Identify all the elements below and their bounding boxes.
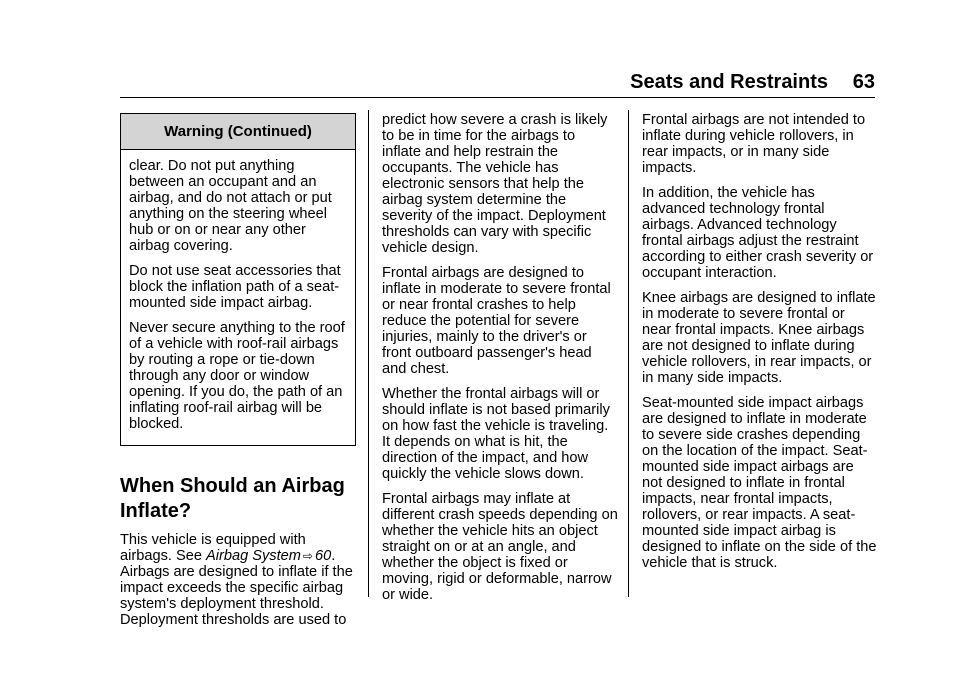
header-rule bbox=[120, 97, 875, 98]
body-paragraph: Frontal airbags are designed to inflate in moderate to severe frontal or near frontal crashes to help reduce the potential for severe injuries, mainly to the driver's or front outboard passenger's head and chest. bbox=[382, 265, 611, 377]
column-divider bbox=[628, 110, 629, 597]
airbag-system-link[interactable]: Airbag System bbox=[206, 548, 301, 564]
intro-paragraph bbox=[120, 532, 356, 628]
section-heading: When Should an Airbag Inflate? bbox=[120, 475, 345, 522]
reference-page-number[interactable]: 60 bbox=[314, 548, 332, 564]
section-header-title: Seats and Restraints bbox=[630, 71, 828, 93]
body-paragraph: predict how severe a crash is likely to be in time for the airbags to inflate and help restrain the occupants. The vehicle has electronic sensors that help the airbag system determine the severity of the impact. Deployment thresholds can vary with specific vehicle design. bbox=[382, 112, 608, 256]
page-reference-icon: ⇨ bbox=[302, 549, 313, 563]
warning-paragraph: Never secure anything to the roof of a vehicle with roof-rail airbags by routing a rope or tie-down through any door or window opening. If you do, the path of an inflating roof-rail airbag will be blocked. bbox=[129, 320, 345, 432]
intro-text-continued: . Airbags are designed to inflate if the impact exceeds the specific airbag system's deployment threshold. Deployment thresholds are used to bbox=[120, 548, 353, 628]
column-divider bbox=[368, 110, 369, 597]
body-paragraph: In addition, the vehicle has advanced technology frontal airbags. Advanced technology frontal airbags adjust the restraint according to either crash severity or occupant interaction. bbox=[642, 185, 874, 281]
body-paragraph: Frontal airbags are not intended to inflate during vehicle rollovers, in rear impacts, or in many side impacts. bbox=[642, 112, 866, 176]
page-number: 63 bbox=[852, 71, 875, 93]
warning-paragraph: clear. Do not put anything between an occupant and an airbag, and do not attach or put anything on the steering wheel hub or on or near any other airbag covering. bbox=[129, 158, 332, 254]
column-3 bbox=[642, 112, 878, 580]
warning-box bbox=[120, 113, 356, 446]
warning-title: Warning (Continued) bbox=[121, 114, 355, 150]
column-1 bbox=[120, 113, 356, 628]
warning-paragraph: Do not use seat accessories that block the inflation path of a seat-mounted side impact airbag. bbox=[129, 263, 341, 311]
body-paragraph: Knee airbags are designed to inflate in moderate to severe frontal or near frontal impacts. Knee airbags are not designed to inflate during vehicle rollovers, in rear impacts, or in many side impacts. bbox=[642, 290, 876, 386]
body-paragraph: Seat-mounted side impact airbags are designed to inflate in moderate to severe side crashes depending on the location of the impact. Seat-mounted side impact airbags are not designed to inflate in frontal impacts, near frontal impacts, rollovers, or rear impacts. A seat-mounted side impact airbag is designed to inflate on the side of the vehicle that is struck. bbox=[642, 395, 877, 571]
page-header bbox=[120, 69, 875, 95]
column-2 bbox=[382, 112, 618, 612]
body-paragraph: Frontal airbags may inflate at different crash speeds depending on whether the vehicle hits an object straight on or at an angle, and whether the object is fixed or moving, rigid or deformable, narrow or wide. bbox=[382, 491, 618, 603]
warning-body bbox=[121, 150, 355, 445]
body-paragraph: Whether the frontal airbags will or should inflate is not based primarily on how fast the vehicle is traveling. It depends on what is hit, the direction of the impact, and how quickly the vehicle slows down. bbox=[382, 386, 610, 482]
intro-text: This vehicle is equipped with airbags. See bbox=[120, 532, 306, 564]
